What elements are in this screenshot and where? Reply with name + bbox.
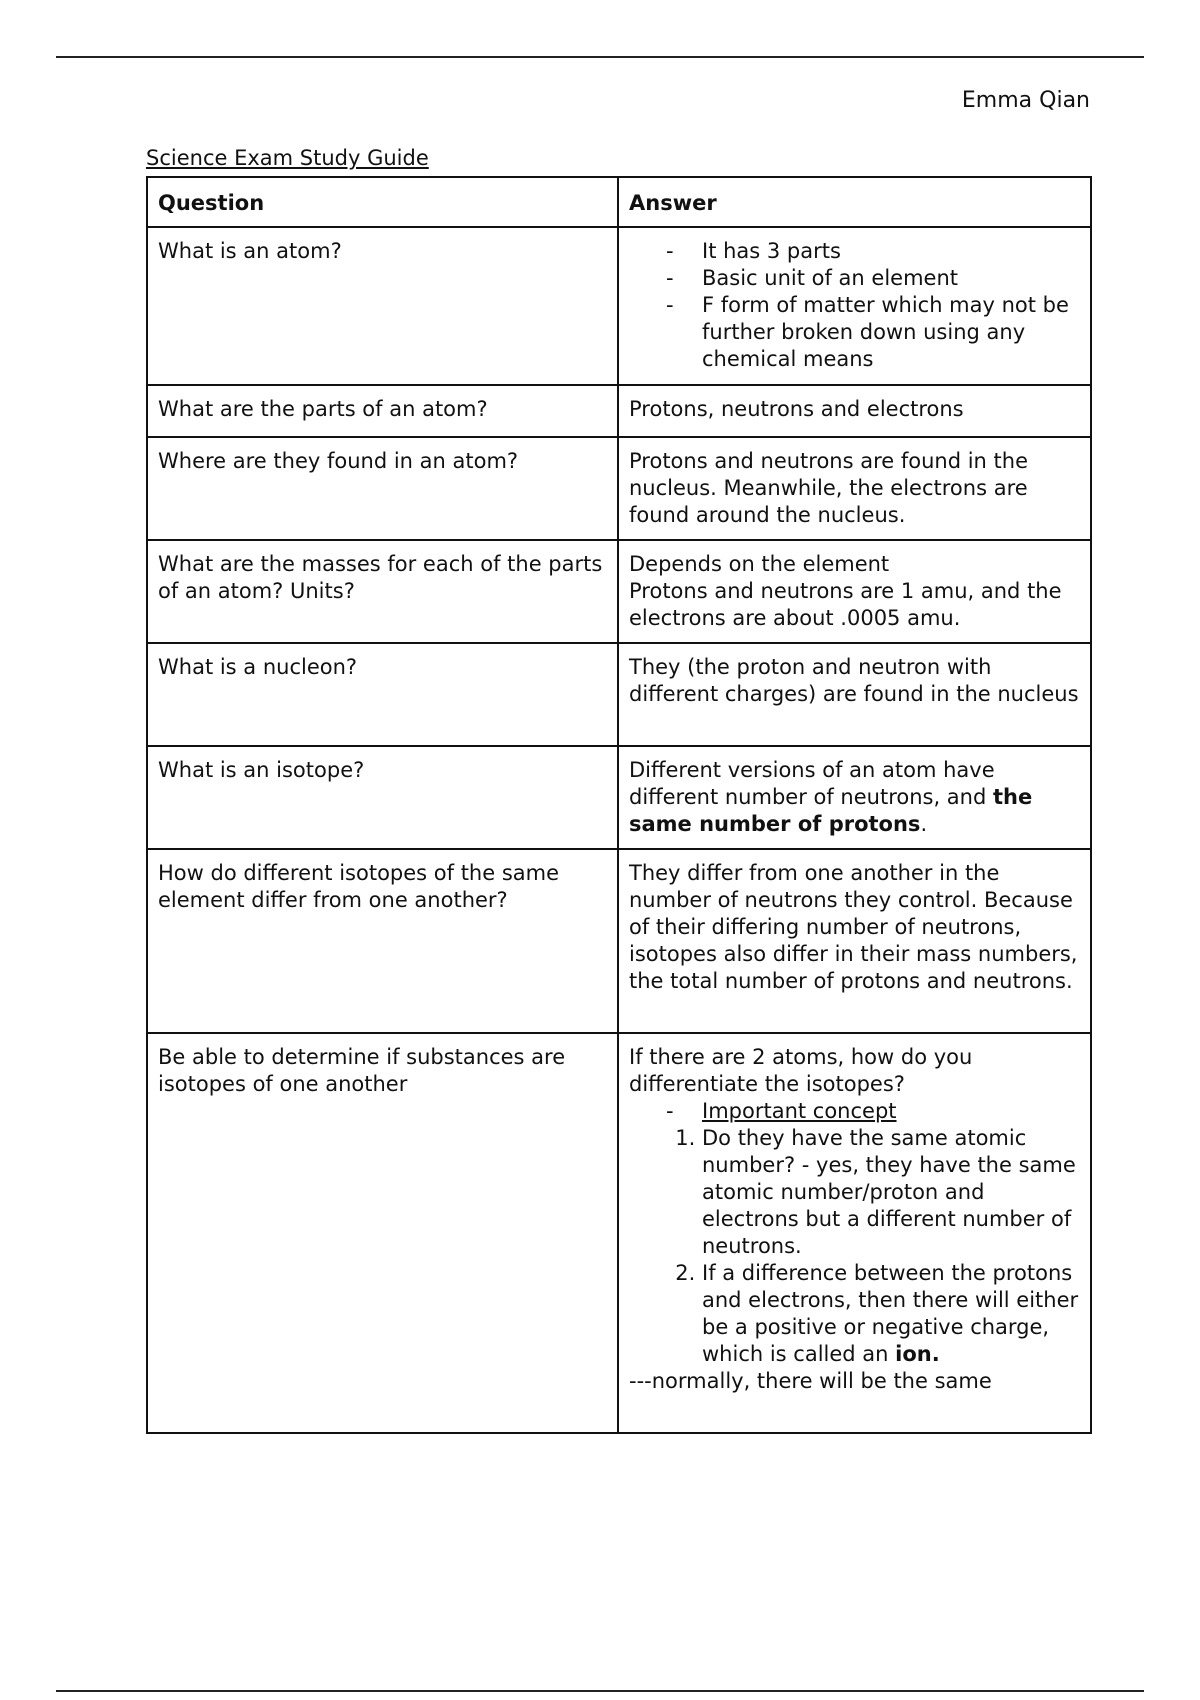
- answer-cell: They differ from one another in the number of neutrons they control. Because of their differing number of neutrons, isotopes also differ in their mass numbers, the total number of protons and neutrons.: [618, 849, 1091, 1033]
- question-cell: What is a nucleon?: [147, 643, 618, 746]
- answer-line: Protons and neutrons are 1 amu, and the electrons are about .0005 amu.: [629, 579, 1062, 630]
- study-guide-table: [146, 176, 1092, 1434]
- answer-cell: Protons, neutrons and electrons: [618, 385, 1091, 437]
- question-cell: Be able to determine if substances are isotopes of one another: [147, 1033, 618, 1433]
- answer-bullet-list: [629, 238, 1080, 373]
- table-row: [147, 437, 1091, 540]
- table-row: [147, 746, 1091, 849]
- table-row: [147, 643, 1091, 746]
- table-row: [147, 1033, 1091, 1433]
- top-rule: [56, 56, 1144, 58]
- list-item: [702, 1260, 1080, 1368]
- list-item: - F form of matter which may not be further broken down using any chemical means: [666, 292, 1080, 373]
- answer-text: .: [920, 812, 928, 836]
- answer-header: Answer: [618, 177, 1091, 227]
- question-cell: What is an isotope?: [147, 746, 618, 849]
- list-item: 1. Do they have the same atomic number? - yes, they have the same atomic number/proton and electrons but a different number of neutrons.: [702, 1125, 1080, 1260]
- question-cell: Where are they found in an atom?: [147, 437, 618, 540]
- list-item: - It has 3 parts: [666, 238, 1080, 265]
- question-cell: What are the masses for each of the parts of an atom? Units?: [147, 540, 618, 643]
- answer-cell: [618, 227, 1091, 385]
- answer-emphasis: the same number of protons: [629, 785, 1033, 836]
- question-cell: What are the parts of an atom?: [147, 385, 618, 437]
- author-name: Emma Qian: [961, 88, 1090, 113]
- question-cell: How do different isotopes of the same element differ from one another?: [147, 849, 618, 1033]
- bottom-rule: [56, 1690, 1144, 1692]
- table-row: [147, 540, 1091, 643]
- answer-bullet-list: [629, 1098, 1080, 1125]
- answer-text: If a difference between the protons and electrons, then there will either be a positive or negative charge, which is called an: [702, 1261, 1079, 1366]
- answer-intro: If there are 2 atoms, how do you differentiate the isotopes?: [629, 1045, 973, 1096]
- answer-emphasis: ion.: [895, 1342, 940, 1366]
- answer-cell: [618, 746, 1091, 849]
- table-row: [147, 227, 1091, 385]
- answer-text: Different versions of an atom have different number of neutrons, and: [629, 758, 995, 809]
- question-header: Question: [147, 177, 618, 227]
- document-title: Science Exam Study Guide: [146, 146, 429, 170]
- answer-cell: [618, 540, 1091, 643]
- answer-steps: [629, 1125, 1080, 1368]
- list-item: - Basic unit of an element: [666, 265, 1080, 292]
- answer-cell: They (the proton and neutron with different charges) are found in the nucleus: [618, 643, 1091, 746]
- list-item: [666, 1098, 1080, 1125]
- important-concept-label: Important concept: [702, 1099, 897, 1123]
- answer-cell: Protons and neutrons are found in the nucleus. Meanwhile, the electrons are found around the nucleus.: [618, 437, 1091, 540]
- table-header-row: [147, 177, 1091, 227]
- answer-cell: [618, 1033, 1091, 1433]
- answer-outro: ---normally, there will be the same: [629, 1369, 992, 1393]
- answer-line: Depends on the element: [629, 552, 890, 576]
- question-cell: What is an atom?: [147, 227, 618, 385]
- table-row: [147, 385, 1091, 437]
- table-row: [147, 849, 1091, 1033]
